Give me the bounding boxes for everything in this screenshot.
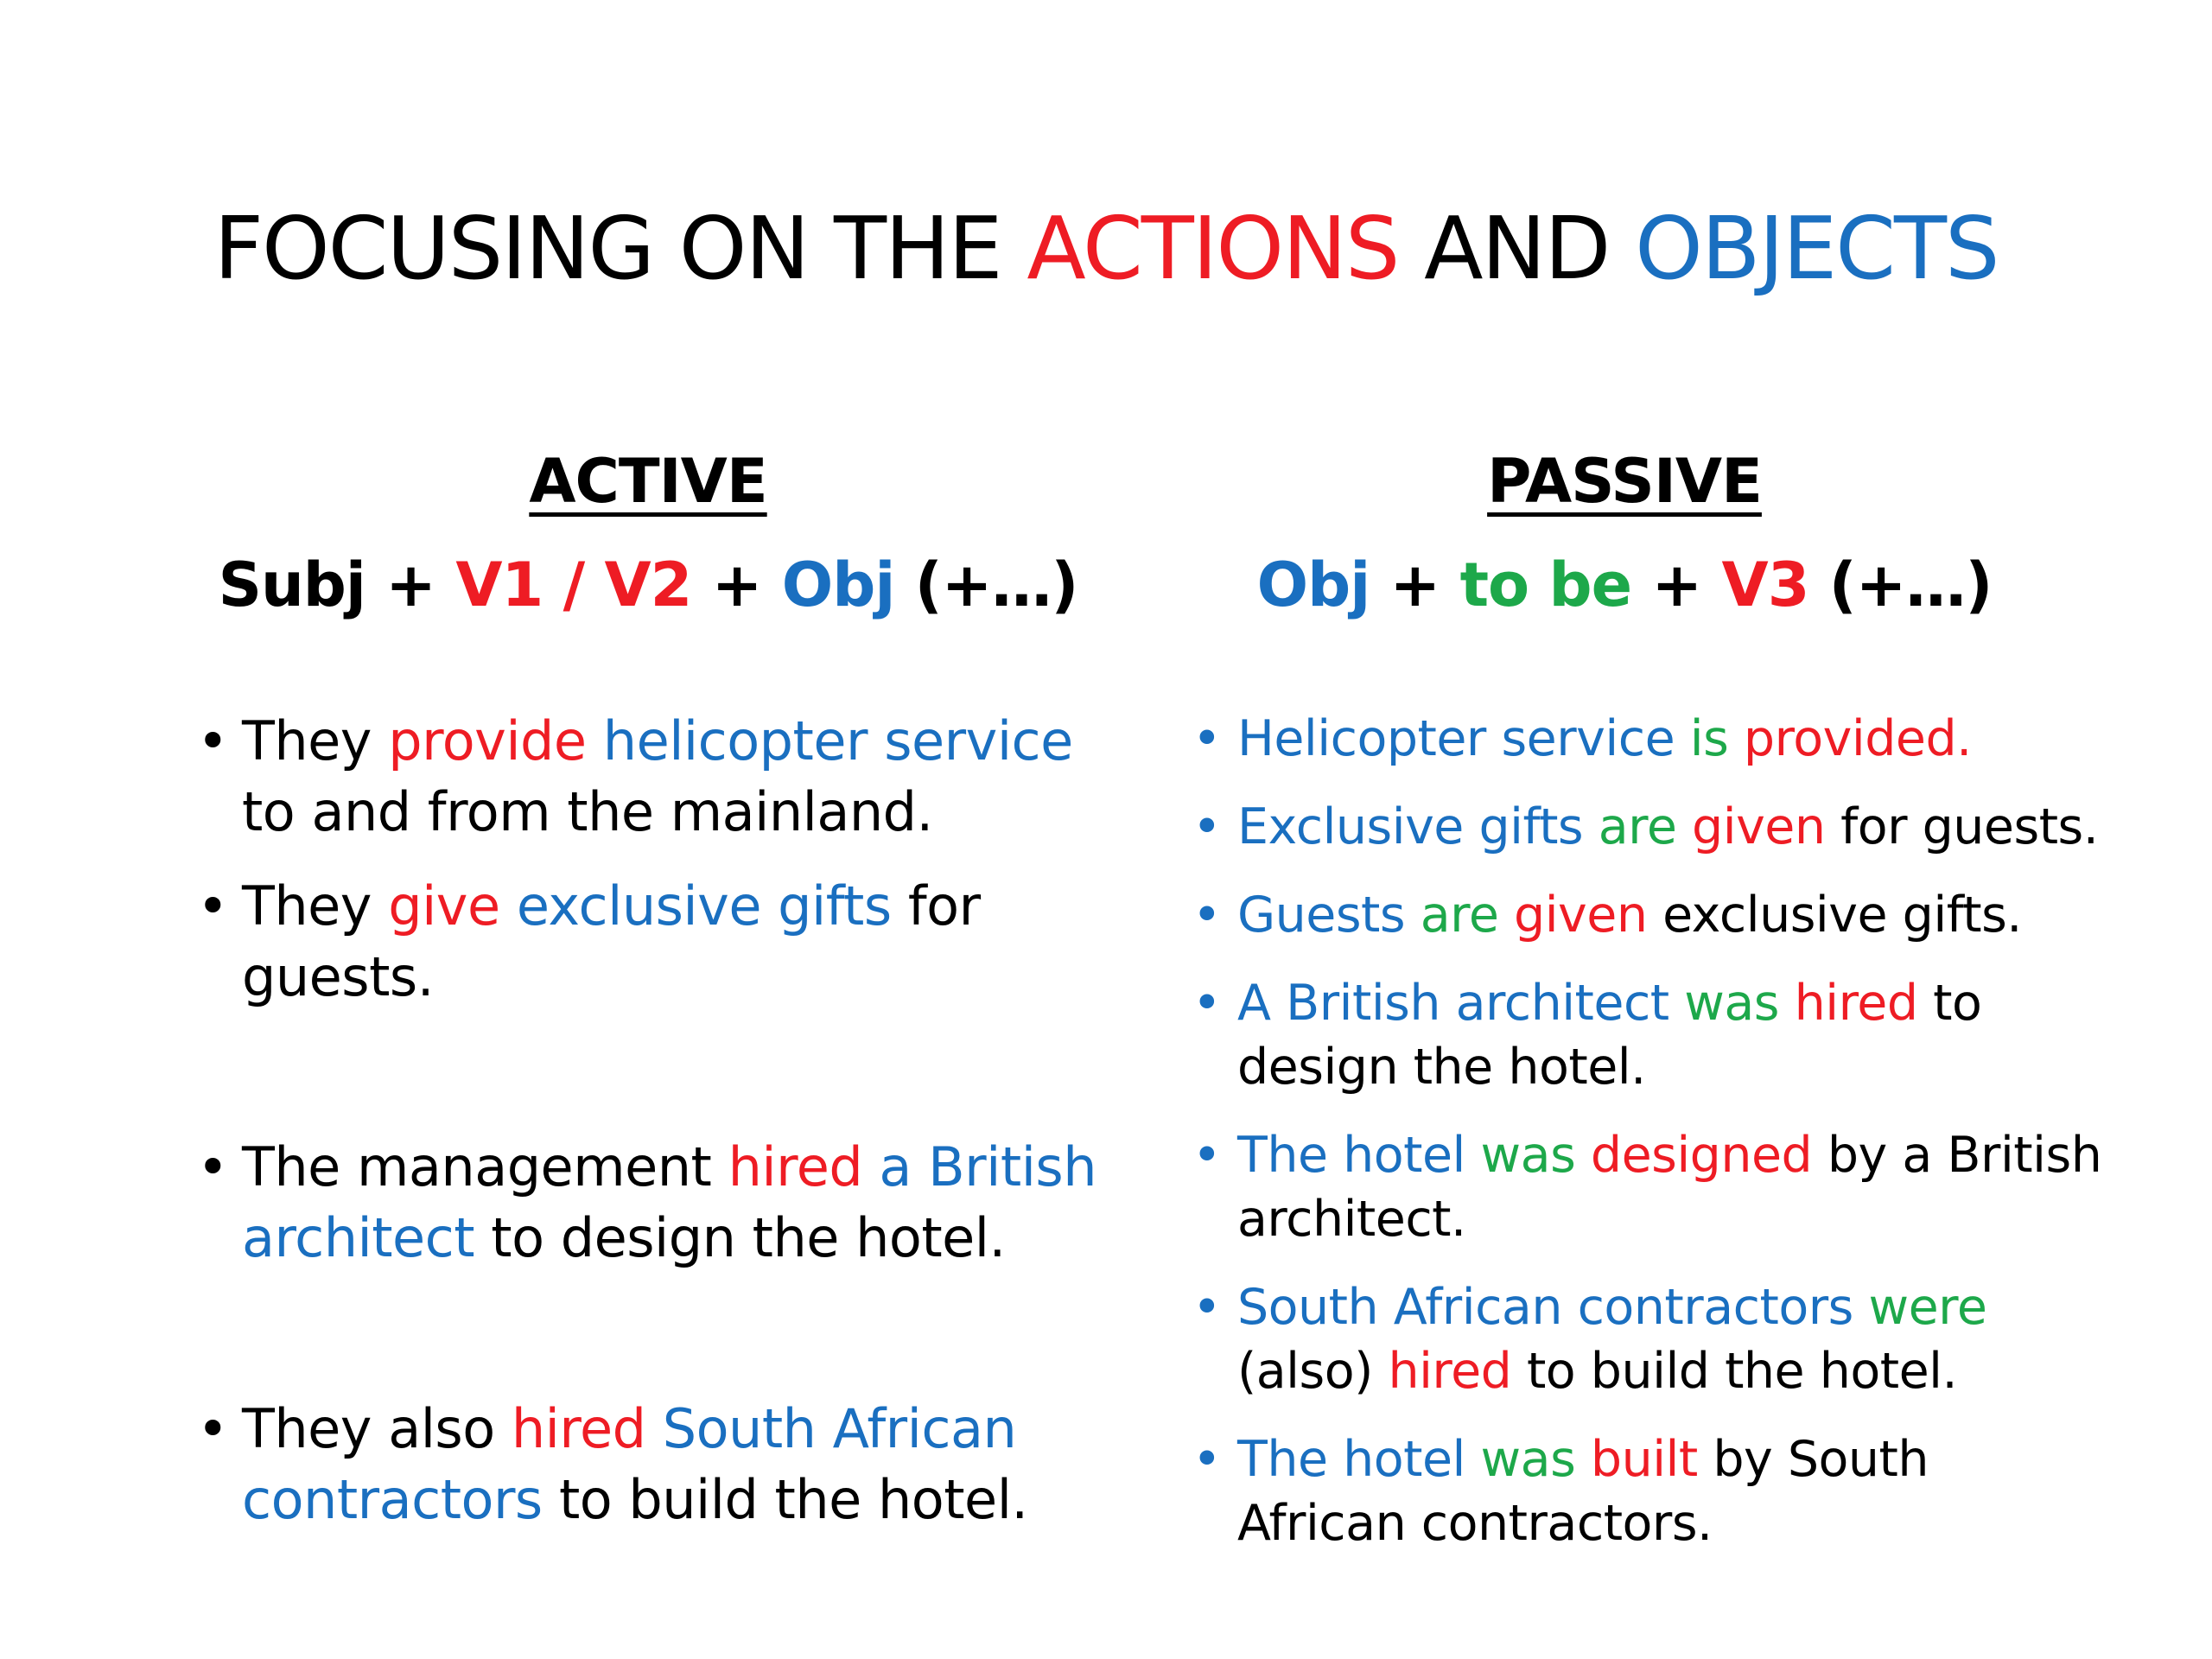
active-heading: ACTIVE <box>529 446 767 517</box>
passive-example-6 <box>1192 1275 2186 1403</box>
text-run: give <box>388 874 500 938</box>
active-example-3 <box>197 1132 1104 1274</box>
text-run: South African <box>645 1397 1017 1460</box>
bullet-dot: • <box>1192 887 1222 944</box>
passive-example-1 <box>1192 707 2186 771</box>
text-run: to build the hotel. <box>542 1468 1028 1531</box>
bullet-line <box>1237 1035 2186 1099</box>
text-run: designed <box>1575 1127 1813 1184</box>
text-run: (+…) <box>894 550 1078 620</box>
text-run: Guests <box>1237 887 1421 944</box>
text-run: by a British <box>1812 1127 2102 1184</box>
text-run: Obj <box>781 550 895 620</box>
bullet-dot: • <box>197 709 229 772</box>
text-run: + <box>1370 550 1460 620</box>
text-run: to be <box>1459 550 1632 620</box>
text-run: are <box>1598 798 1677 855</box>
bullet-line <box>1237 1339 2186 1403</box>
passive-example-4 <box>1192 971 2186 1099</box>
text-run: South African contractors <box>1237 1279 1869 1336</box>
text-run: guests. <box>242 945 434 1008</box>
bullet-line <box>1237 1427 2186 1491</box>
text-run: given <box>1676 798 1826 855</box>
bullet-line <box>1237 1275 2186 1339</box>
text-run: are <box>1420 887 1499 944</box>
passive-example-5 <box>1192 1123 2186 1251</box>
bullet-dot: • <box>197 1397 229 1460</box>
active-examples-list <box>197 0 1113 1659</box>
bullet-line <box>1237 707 2186 771</box>
bullet-line <box>1237 1187 2186 1251</box>
text-run: to <box>1917 975 1982 1032</box>
text-run: (+…) <box>1808 550 1993 620</box>
text-run: was <box>1684 975 1779 1032</box>
bullet-line <box>1237 1491 2186 1555</box>
text-run: AND <box>1398 198 1636 299</box>
text-run: + <box>1631 550 1722 620</box>
text-run: They <box>242 709 389 772</box>
text-run: FOCUSING ON THE <box>213 198 1027 299</box>
bullet-dot: • <box>197 1135 229 1198</box>
passive-example-2 <box>1192 795 2186 859</box>
text-run: The hotel <box>1237 1127 1481 1184</box>
active-example-4 <box>197 1394 1104 1535</box>
text-run: was <box>1480 1431 1576 1488</box>
text-run: hired <box>1779 975 1918 1032</box>
text-run: provided. <box>1728 710 1972 767</box>
text-run: for <box>891 874 981 938</box>
text-run: architect. <box>1237 1191 1466 1248</box>
text-run: + <box>691 550 782 620</box>
text-run: contractors <box>242 1468 543 1531</box>
text-run: hired <box>511 1397 646 1460</box>
text-run: to design the hotel. <box>474 1206 1006 1269</box>
bullet-line <box>242 777 1104 848</box>
bullet-line <box>242 1394 1104 1465</box>
text-run: Subj + <box>218 550 456 620</box>
text-run: Helicopter service <box>1237 710 1690 767</box>
active-example-2 <box>197 871 1104 1013</box>
text-run: OBJECTS <box>1635 198 1999 299</box>
text-run: The management <box>242 1135 728 1198</box>
text-run: ACTIONS <box>1027 198 1399 299</box>
bullet-line <box>1237 883 2186 947</box>
bullet-line <box>1237 1123 2186 1187</box>
text-run: for guests. <box>1825 798 2099 855</box>
text-run: A British architect <box>1237 975 1685 1032</box>
text-run: a British <box>862 1135 1097 1198</box>
text-run: provide <box>388 709 587 772</box>
text-run: Obj <box>1256 550 1370 620</box>
text-run: Exclusive gifts <box>1237 798 1599 855</box>
bullet-dot: • <box>1192 798 1222 855</box>
bullet-line <box>242 1132 1104 1203</box>
bullet-dot: • <box>1192 1127 1222 1184</box>
text-run: hired <box>728 1135 863 1198</box>
text-run: to and from the mainland. <box>242 780 933 843</box>
bullet-line <box>242 1465 1104 1535</box>
bullet-dot: • <box>1192 1279 1222 1336</box>
bullet-line <box>1237 971 2186 1035</box>
text-run: V1 / V2 <box>455 550 692 620</box>
text-run: They also <box>242 1397 512 1460</box>
bullet-line <box>242 706 1104 777</box>
text-run: architect <box>242 1206 475 1269</box>
bullet-line <box>242 871 1104 942</box>
bullet-line <box>242 942 1104 1013</box>
text-run: hired <box>1388 1343 1512 1400</box>
passive-examples-list <box>1192 0 2186 1659</box>
text-run: by South <box>1697 1431 1929 1488</box>
text-run: exclusive gifts. <box>1647 887 2022 944</box>
text-run: was <box>1480 1127 1576 1184</box>
text-run: were <box>1868 1279 1987 1336</box>
bullet-line <box>242 1203 1104 1274</box>
bullet-line <box>1237 795 2186 859</box>
text-run: African contractors. <box>1237 1495 1713 1552</box>
text-run: helicopter service <box>586 709 1073 772</box>
bullet-dot: • <box>1192 975 1222 1032</box>
text-run: (also) <box>1237 1343 1389 1400</box>
text-run: design the hotel. <box>1237 1039 1646 1096</box>
passive-heading: PASSIVE <box>1487 446 1762 517</box>
text-run: is <box>1689 710 1729 767</box>
text-run: to build the hotel. <box>1511 1343 1958 1400</box>
bullet-dot: • <box>1192 710 1222 767</box>
text-run: built <box>1575 1431 1698 1488</box>
passive-example-3 <box>1192 883 2186 947</box>
text-run: exclusive gifts <box>499 874 892 938</box>
text-run: V3 <box>1721 550 1809 620</box>
text-run: given <box>1498 887 1648 944</box>
passive-example-7 <box>1192 1427 2186 1555</box>
text-run: The hotel <box>1237 1431 1481 1488</box>
text-run: They <box>242 874 389 938</box>
active-example-1 <box>197 706 1104 848</box>
bullet-dot: • <box>1192 1431 1222 1488</box>
bullet-dot: • <box>197 874 229 938</box>
